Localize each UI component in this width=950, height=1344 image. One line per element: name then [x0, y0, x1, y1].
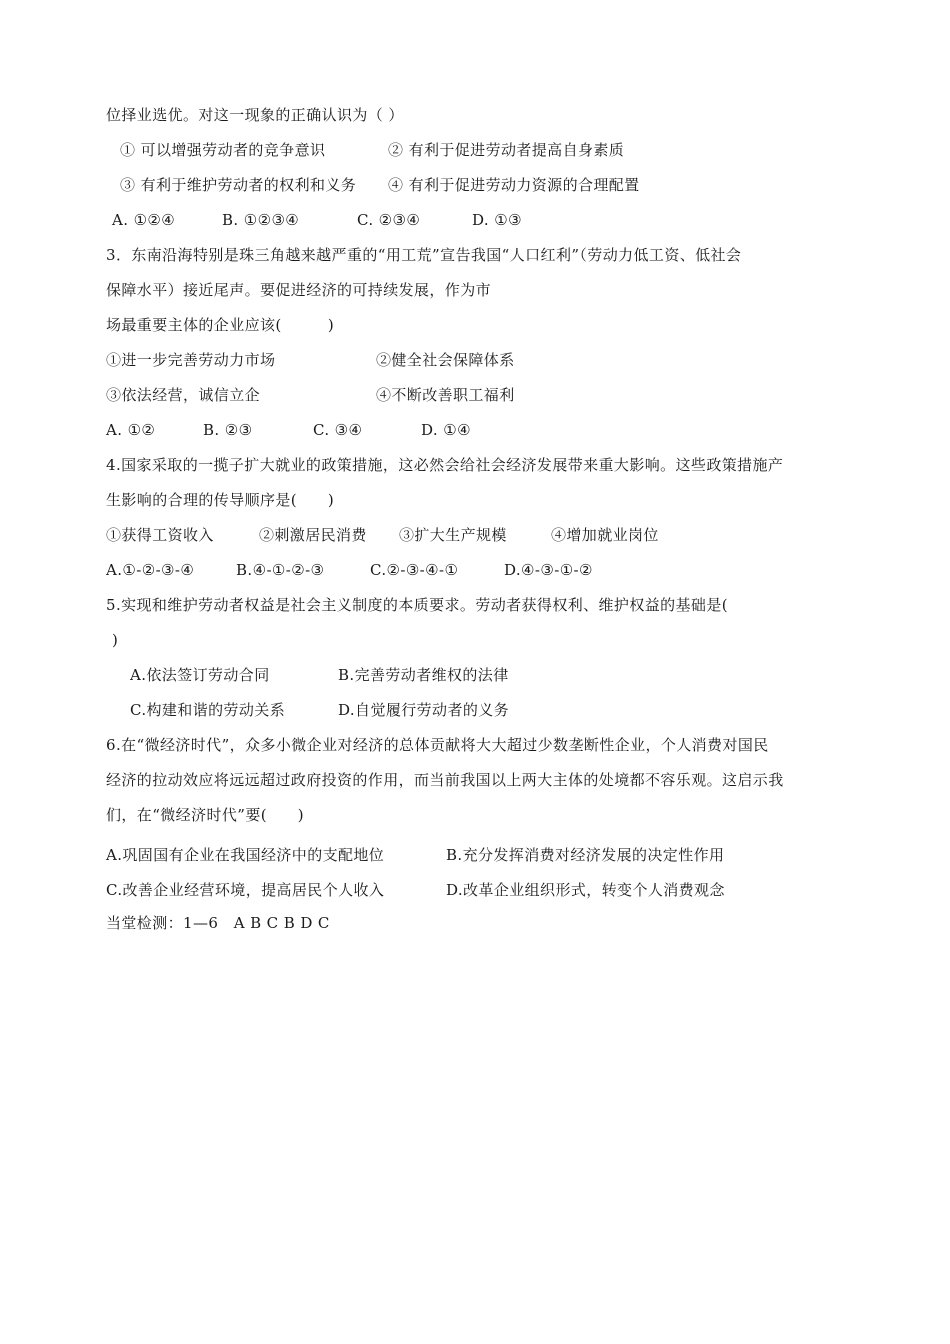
q5-choice-c: C.构建和谐的劳动关系: [130, 701, 286, 719]
q4-option-2: ②刺激居民消费: [259, 526, 367, 544]
q4-stem-line-2: 生影响的合理的传导顺序是( ): [106, 491, 335, 509]
q2-option-2: ② 有利于促进劳动者提高自身素质: [388, 141, 625, 159]
q5-stem-line-1: 5.实现和维护劳动者权益是社会主义制度的本质要求。劳动者获得权利、维护权益的基础是(: [106, 596, 728, 614]
q2-choice-a: A. ①②④: [112, 211, 176, 229]
q2-choice-d: D. ①③: [472, 211, 522, 229]
q2-stem-continuation: 位择业选优。对这一现象的正确认识为（ ）: [106, 106, 404, 124]
q5-choice-b: B.完善劳动者维权的法律: [338, 666, 509, 684]
q4-option-1: ①获得工资收入: [106, 526, 214, 544]
q2-option-1: ① 可以增强劳动者的竞争意识: [120, 141, 326, 159]
q4-stem-line-1: 4.国家采取的一揽子扩大就业的政策措施，这必然会给社会经济发展带来重大影响。这些政策措施产: [106, 456, 784, 474]
q3-choice-d: D. ①④: [421, 421, 471, 439]
q4-option-3: ③扩大生产规模: [399, 526, 507, 544]
q5-stem-line-2: ): [112, 631, 119, 649]
q3-choice-a: A. ①②: [106, 421, 156, 439]
q3-stem-line-1: 3．东南沿海特别是珠三角越来越严重的“用工荒”宣告我国“人口红利”（劳动力低工资、低社会: [106, 246, 742, 264]
q6-stem-line-3: 们，在“微经济时代”要( ): [106, 806, 305, 824]
q4-choice-a: A.①-②-③-④: [106, 561, 195, 579]
q6-stem-line-1: 6.在“微经济时代”，众多小微企业对经济的总体贡献将大大超过少数垄断性企业，个人消费对国民: [106, 736, 769, 754]
q6-stem-line-2: 经济的拉动效应将远远超过政府投资的作用，而当前我国以上两大主体的处境都不容乐观。这启示我: [106, 771, 784, 789]
q3-stem-line-3: 场最重要主体的企业应该( ): [106, 316, 335, 334]
q4-choice-c: C.②-③-④-①: [370, 561, 459, 579]
q6-choice-c: C.改善企业经营环境，提高居民个人收入: [106, 881, 385, 899]
q2-option-4: ④ 有利于促进劳动力资源的合理配置: [388, 176, 640, 194]
q2-option-3: ③ 有利于维护劳动者的权利和义务: [120, 176, 357, 194]
q6-choice-d: D.改革企业组织形式，转变个人消费观念: [446, 881, 725, 899]
q3-option-1: ①进一步完善劳动力市场: [106, 351, 276, 369]
q2-choice-c: C. ②③④: [357, 211, 421, 229]
q6-choice-a: A.巩固国有企业在我国经济中的支配地位: [106, 846, 385, 864]
q3-choice-c: C. ③④: [313, 421, 363, 439]
q5-choice-a: A.依法签订劳动合同: [130, 666, 270, 684]
q6-choice-b: B.充分发挥消费对经济发展的决定性作用: [446, 846, 725, 864]
q5-choice-d: D.自觉履行劳动者的义务: [338, 701, 510, 719]
q3-option-3: ③依法经营，诚信立企: [106, 386, 261, 404]
q3-stem-line-2: 保障水平）接近尾声。要促进经济的可持续发展，作为市: [106, 281, 492, 299]
q4-option-4: ④增加就业岗位: [551, 526, 659, 544]
q3-option-2: ②健全社会保障体系: [376, 351, 515, 369]
q2-choice-b: B. ①②③④: [222, 211, 300, 229]
q4-choice-d: D.④-③-①-②: [504, 561, 593, 579]
answer-key: 当堂检测：1—6 A B C B D C: [106, 914, 330, 932]
q4-choice-b: B.④-①-②-③: [236, 561, 325, 579]
q3-choice-b: B. ②③: [203, 421, 253, 439]
q3-option-4: ④不断改善职工福利: [376, 386, 515, 404]
